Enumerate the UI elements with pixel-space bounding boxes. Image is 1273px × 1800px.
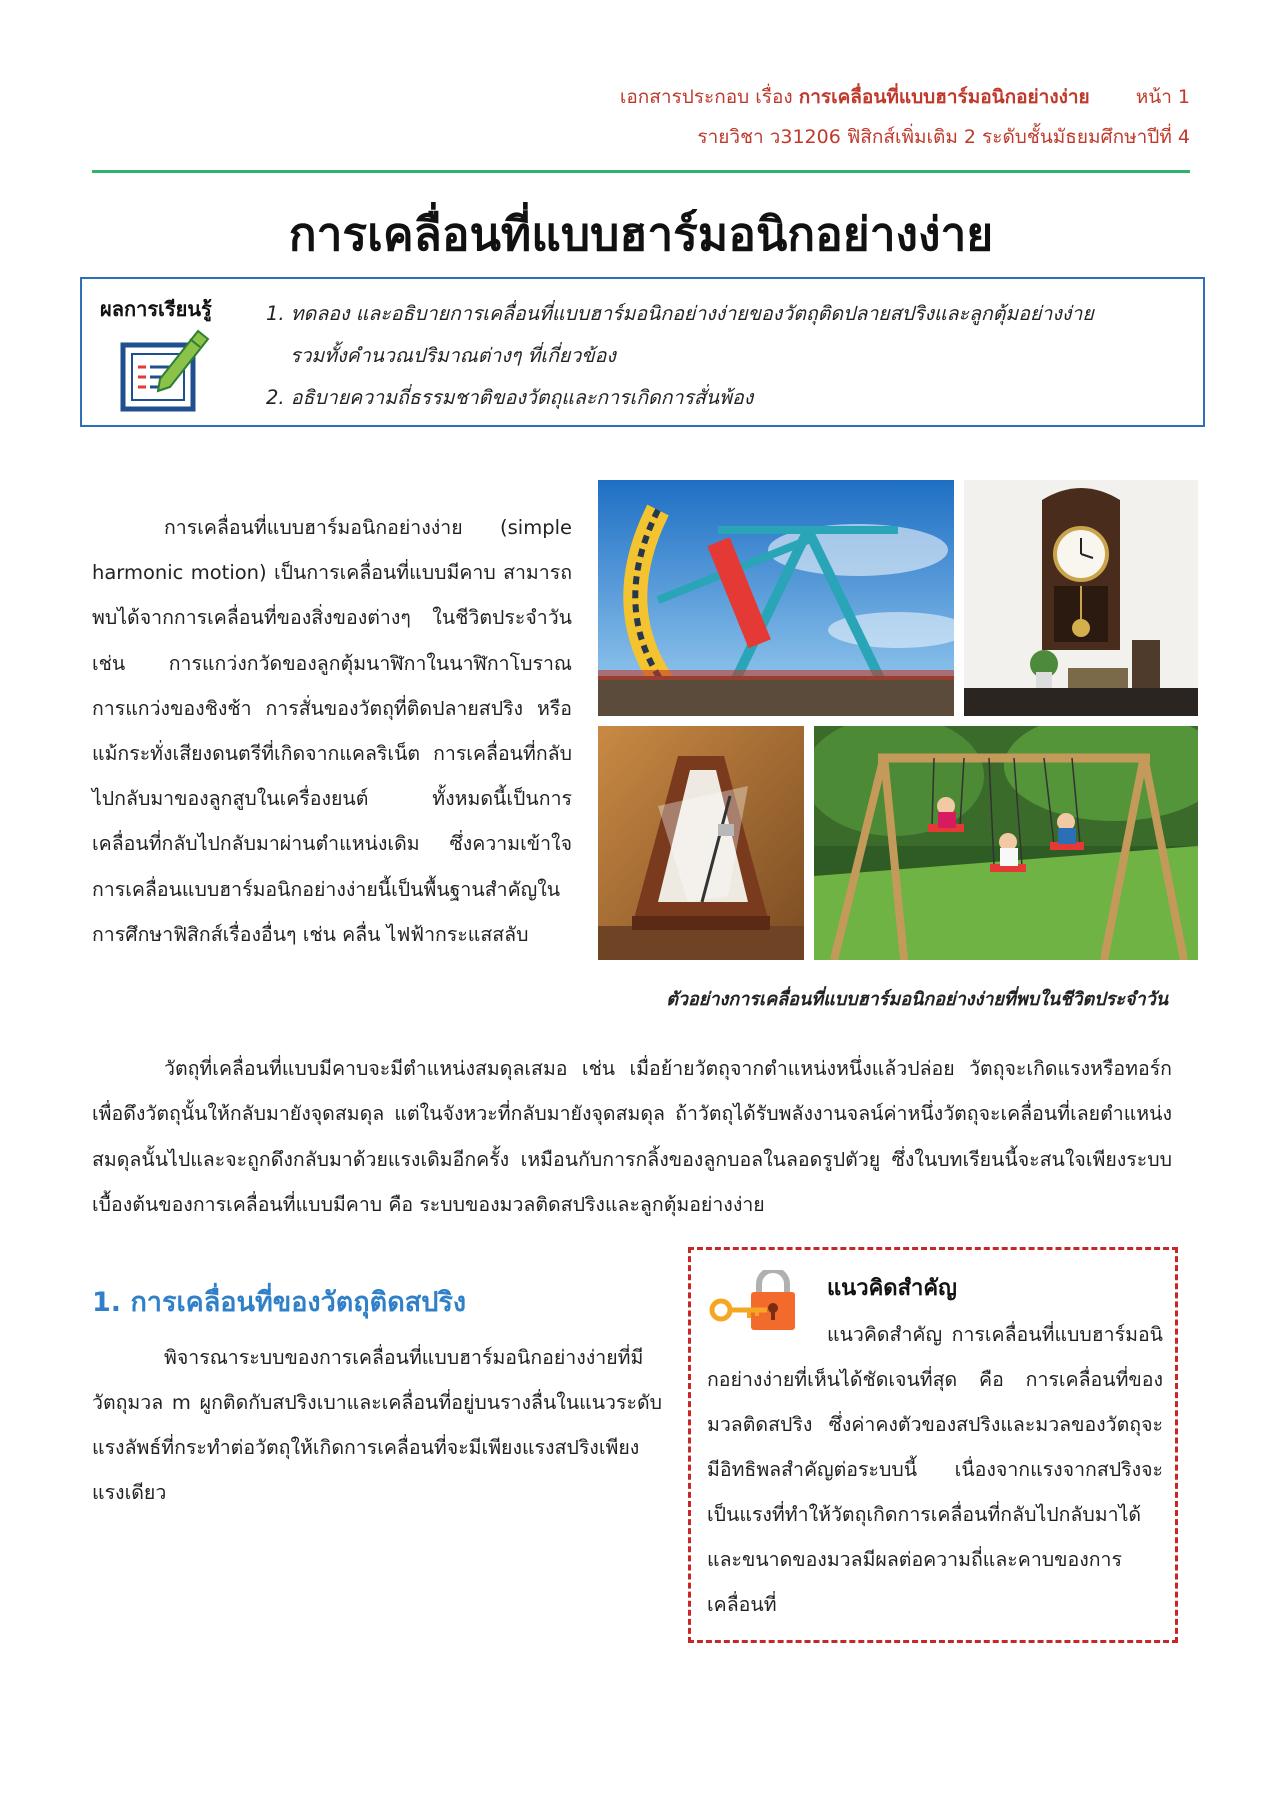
equilibrium-text: วัตถุที่เคลื่อนที่แบบมีคาบจะมีตำแหน่งสมดุลเสมอ เช่น เมื่อย้ายวัตถุจากตำแหน่งหนึ่งแล้วปล่อย วัตถุจะเกิดแรงหรือทอร์กเพื่อดึงวัตถุนั้นให้กลับมายังจุดสมดุล แต่ในจังหวะที่กลับมายังจุดสมดุล ถ้าวัตถุได้รับพลังงานจลน์ค่าหนึ่งวัตถุจะเคลื่อนที่เลยตำแหน่งสมดุลนั้นไปและจะถูกดึงกลับมาด้วยแรงเดิมอีกครั้ง เหมือนกับการกลิ้งของลูกบอลในลอดรูปตัวยู ซึ่งในบทเรียนนี้จะสนใจเพียงระบบเบื้องต้นของการเคลื่อนที่แบบมีคาบ คือ ระบบของมวลติดสปริงและลูกตุ้มอย่างง่าย	[92, 1057, 1172, 1217]
intro-text: การเคลื่อนที่แบบฮาร์มอนิกอย่างง่าย (simple harmonic motion) เป็นการเคลื่อนที่แบบมีคาบ สามารถพบได้จากการเคลื่อนที่ของสิ่งของต่างๆ ในชีวิตประจำวัน เช่น การแกว่งกวัดของลูกตุ้มนาฬิกาในนาฬิกาโบราณ การแกว่งของชิงช้า การสั่นของวัตถุที่ติดปลายสปริง หรือแม้กระทั่งเสียงดนตรีที่เกิดจากแคลริเน็ต การเคลื่อนที่กลับไปกลับมาของลูกสูบในเครื่องยนต์ ทั้งหมดนี้เป็นการเคลื่อนที่กลับไปกลับมาผ่านตำแหน่งเดิม ซึ่งความเข้าใจการเคลื่อนแบบฮาร์มอนิกอย่างง่ายนี้เป็นพื้นฐานสำคัญในการศึกษาฟิสิกส์เรื่องอื่นๆ เช่น คลื่น ไฟฟ้ากระแสสลับ	[92, 516, 572, 946]
doc-type: เอกสารประกอบ เรื่อง	[619, 86, 793, 108]
section-1-heading: 1. การเคลื่อนที่ของวัตถุติดสปริง	[92, 1287, 467, 1318]
photo-swing-set	[814, 726, 1198, 960]
equilibrium-paragraph	[92, 1046, 1172, 1228]
checklist-pencil-icon	[120, 321, 210, 413]
doc-title: การเคลื่อนที่แบบฮาร์มอนิกอย่างง่าย	[798, 86, 1090, 108]
key-concept-title: แนวคิดสำคัญ	[827, 1276, 957, 1301]
page-title: การเคลื่อนที่แบบฮาร์มอนิกอย่างง่าย	[288, 207, 994, 261]
course-line: รายวิชา ว31206 ฟิสิกส์เพิ่มเติม 2 ระดับชั้นมัธยมศึกษาปีที่ 4	[697, 126, 1190, 148]
photo-pendulum-clock	[964, 480, 1198, 716]
page-number: หน้า 1	[1135, 86, 1190, 108]
photo-collage	[598, 480, 1198, 960]
key-concept-box	[688, 1247, 1178, 1643]
learning-outcomes-list	[266, 293, 1196, 419]
section-1-text: พิจารณาระบบของการเคลื่อนที่แบบฮาร์มอนิกอย่างง่ายที่มีวัตถุมวล m ผูกติดกับสปริงเบาและเคลื่อนที่อยู่บนรางลื่นในแนวระดับ แรงลัพธ์ที่กระทำต่อวัตถุให้เกิดการเคลื่อนที่จะมีเพียงแรงสปริงเพียงแรงเดียว	[92, 1346, 662, 1504]
outcome-item-2: 2. อธิบายความถี่ธรรมชาติของวัตถุและการเกิดการสั่นพ้อง	[266, 386, 754, 409]
intro-paragraph	[92, 505, 572, 957]
key-concept-text: แนวคิดสำคัญ การเคลื่อนที่แบบฮาร์มอนิกอย่างง่ายที่เห็นได้ชัดเจนที่สุด คือ การเคลื่อนที่ของมวลติดสปริง ซึ่งค่าคงตัวของสปริงและมวลของวัตถุจะมีอิทธิพลสำคัญต่อระบบนี้ เนื่องจากแรงจากสปริงจะเป็นแรงที่ทำให้วัตถุเกิดการเคลื่อนที่กลับไปกลับมาได้ และขนาดของมวลมีผลต่อความถี่และคาบของการเคลื่อนที่	[707, 1323, 1163, 1616]
outcome-item-1-cont: รวมทั้งคำนวณปริมาณต่างๆ ที่เกี่ยวข้อง	[290, 344, 616, 367]
header-line-1	[560, 82, 1190, 112]
learning-outcomes-box	[80, 277, 1205, 427]
learning-outcomes-label: ผลการเรียนรู้	[100, 297, 212, 321]
section-1-body	[92, 1335, 662, 1515]
photo-metronome	[598, 726, 804, 960]
outcome-item-1: 1. ทดลอง และอธิบายการเคลื่อนที่แบบฮาร์มอนิกอย่างง่ายของวัตถุติดปลายสปริงและลูกตุ้มอย่างง่าย	[266, 302, 1094, 325]
figure-caption: ตัวอย่างการเคลื่อนที่แบบฮาร์มอนิกอย่างง่ายที่พบในชีวิตประจำวัน	[666, 989, 1168, 1010]
key-concept-body	[707, 1312, 1163, 1627]
header-divider	[92, 170, 1190, 173]
photo-pendulum-ride	[598, 480, 954, 716]
